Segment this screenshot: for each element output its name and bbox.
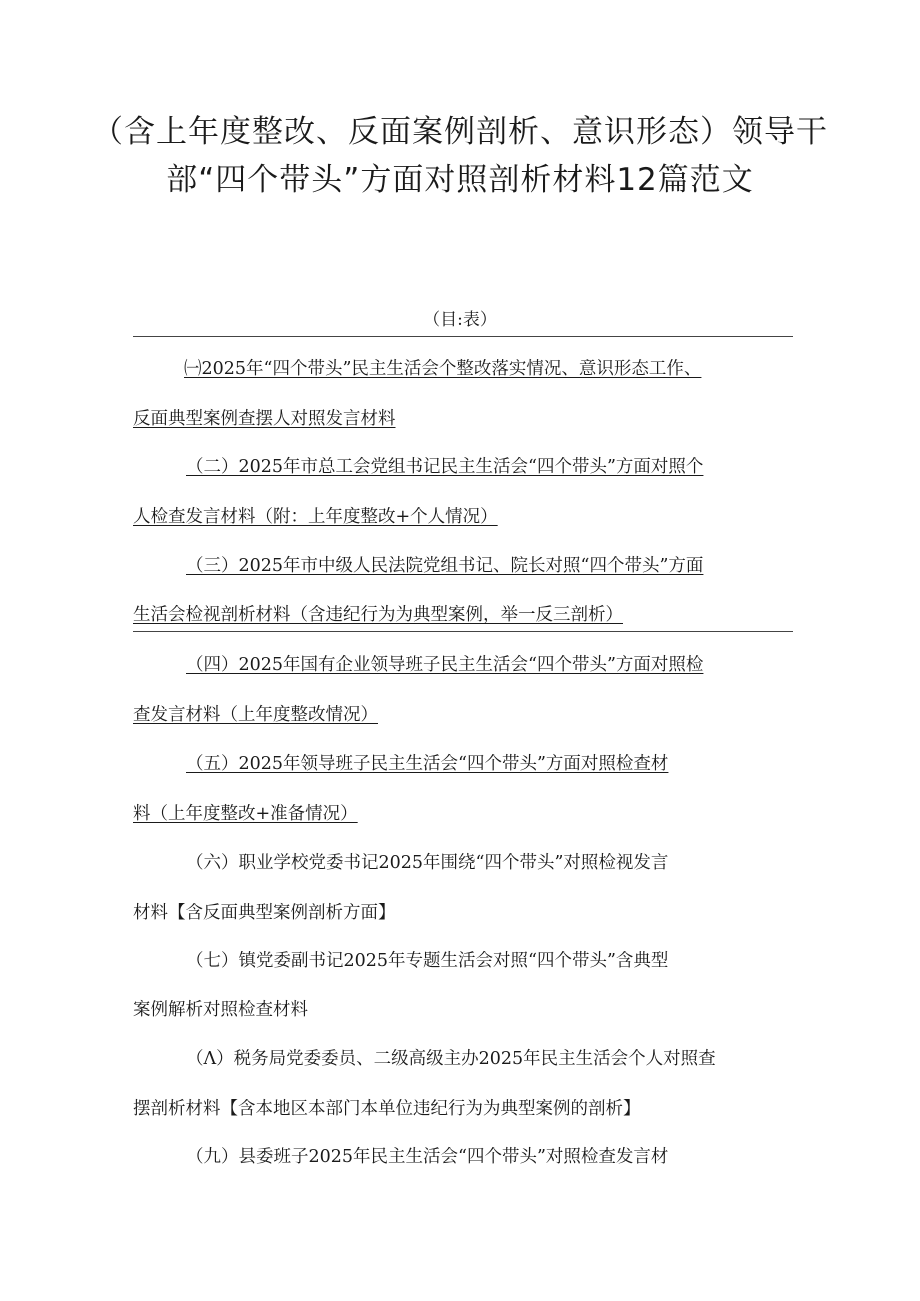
toc-entry-4-line-2[interactable]: 查发言材料（上年度整改情况）	[133, 705, 378, 725]
toc-entry-1-line-1[interactable]: ㈠2025年“四个带头”民主生活会个整改落实情况、意识形态工作、	[184, 359, 702, 379]
toc-entry-2-line-2[interactable]: 人检查发言材料（附：上年度整改+个人情况）	[133, 507, 498, 527]
document-title-line-1: （含上年度整改、反面案例剖析、意识形态）领导干	[92, 114, 828, 150]
toc-entry-6-line-1[interactable]: （六）职业学校党委书记2025年围绕“四个带头”对照检视发言	[186, 853, 669, 873]
toc-entry-7-line-2[interactable]: 案例解析对照检查材料	[133, 1000, 308, 1020]
toc-entry-4-line-1[interactable]: （四）2025年国有企业领导班子民主生活会“四个带头”方面对照检	[186, 655, 704, 675]
toc-mid-rule	[133, 631, 793, 632]
toc-entry-5-line-1[interactable]: （五）2025年领导班子民主生活会“四个带头”方面对照检查材	[186, 754, 669, 774]
toc-entry-9-line-1[interactable]: （九）县委班子2025年民主生活会“四个带头”对照检查发言材	[186, 1147, 669, 1167]
toc-entry-1-line-2[interactable]: 反面典型案例查摆人对照发言材料	[133, 409, 396, 429]
toc-entry-8-line-2[interactable]: 摆剖析材料【含本地区本部门本单位违纪行为为典型案例的剖析】	[133, 1099, 641, 1119]
toc-entry-3-line-1[interactable]: （三）2025年市中级人民法院党组书记、院长对照“四个带头”方面	[186, 556, 704, 576]
document-title-line-2: 部“四个带头”方面对照剖析材料12篇范文	[166, 162, 754, 198]
toc-entry-8-line-1[interactable]: （Λ）税务局党委委员、二级高级主办2025年民主生活会个人对照查	[186, 1049, 716, 1069]
toc-entry-7-line-1[interactable]: （七）镇党委副书记2025年专题生活会对照“四个带头”含典型	[186, 951, 669, 971]
toc-top-rule	[133, 336, 793, 337]
toc-entry-2-line-1[interactable]: （二）2025年市总工会党组书记民主生活会“四个带头”方面对照个	[186, 457, 704, 477]
toc-heading: （目:表）	[423, 310, 497, 330]
toc-entry-6-line-2[interactable]: 材料【含反面典型案例剖析方面】	[133, 903, 396, 923]
toc-entry-5-line-2[interactable]: 料（上年度整改+准备情况）	[133, 804, 358, 824]
toc-entry-3-line-2[interactable]: 生活会检视剖析材料（含违纪行为为典型案例，举一反三剖析）	[133, 605, 623, 625]
